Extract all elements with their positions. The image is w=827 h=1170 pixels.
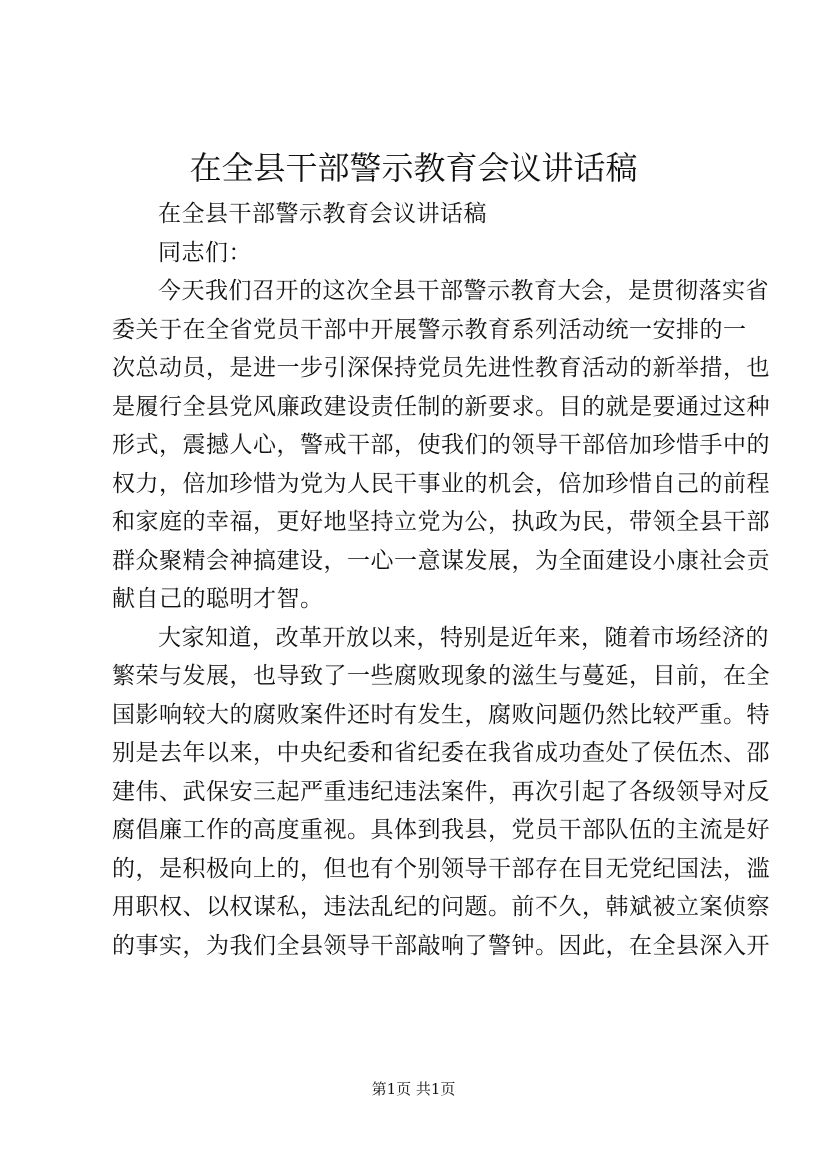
text-line: 献自己的聪明才智。 xyxy=(112,586,324,612)
text-line: 的事实，为我们全县领导干部敲响了警钟。因此，在全县深入开 xyxy=(112,932,770,959)
text-line: 次总动员，是进一步引深保持党员先进性教育活动的新举措，也 xyxy=(112,355,770,381)
text-line: 用职权、以权谋私，违法乱纪的问题。前不久，韩斌被立案侦察 xyxy=(112,894,770,920)
text-line: 是履行全县党风廉政建设责任制的新要求。目的就是要通过这种 xyxy=(112,393,770,420)
page-footer: 第1页 共1页 xyxy=(371,1080,456,1098)
text-line: 大家知道，改革开放以来，特别是近年来，随着市场经济的 xyxy=(158,624,769,651)
text-line: 在全县干部警示教育会议讲话稿 xyxy=(158,201,487,227)
text-line: 国影响较大的腐败案件还时有发生，腐败问题仍然比较严重。特 xyxy=(112,701,770,728)
text-line: 建伟、武保安三起严重违纪违法案件，再次引起了各级领导对反 xyxy=(112,778,770,805)
text-line: 今天我们召开的这次全县干部警示教育大会，是贯彻落实省 xyxy=(158,278,769,304)
text-line: 同志们： xyxy=(158,239,252,266)
text-line: 腐倡廉工作的高度重视。具体到我县，党员干部队伍的主流是好 xyxy=(112,817,770,843)
text-line: 权力，倍加珍惜为党为人民干事业的机会，倍加珍惜自己的前程 xyxy=(112,470,770,497)
document-body xyxy=(112,195,770,965)
text-line: 和家庭的幸福，更好地坚持立党为公，执政为民，带领全县干部 xyxy=(112,509,770,535)
text-line: 群众聚精会神搞建设，一心一意谋发展，为全面建设小康社会贡 xyxy=(112,547,770,574)
text-line: 别是去年以来，中央纪委和省纪委在我省成功查处了侯伍杰、邵 xyxy=(112,740,770,766)
text-line: 委关于在全省党员干部中开展警示教育系列活动统一安排的一 xyxy=(112,316,747,343)
document-title: 在全县干部警示教育会议讲话稿 xyxy=(189,149,638,187)
text-line: 繁荣与发展，也导致了一些腐败现象的滋生与蔓延，目前，在全 xyxy=(112,663,770,689)
text-line: 的，是积极向上的，但也有个别领导干部存在目无党纪国法，滥 xyxy=(112,855,770,882)
text-line: 形式，震撼人心，警戒干部，使我们的领导干部倍加珍惜手中的 xyxy=(112,432,770,458)
